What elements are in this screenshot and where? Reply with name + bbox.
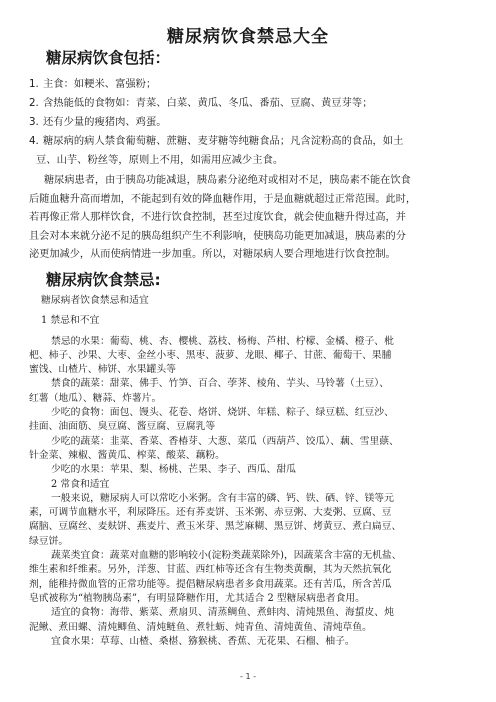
section-heading-taboos: 糖尿病饮食禁忌: [46,271,161,289]
list-item: 3. 还有少量的瘦猪肉、鸡蛋。 [29,116,167,128]
intro-paragraph: 糖尿病患者，由于胰岛功能减退，胰岛素分泌绝对或相对不足，胰岛素不能在饮食 后随血糖升高而增加，不能起到有效的降血糖作用，于是血糖就超过正常范围。此时， 若再像正常人那样饮食，不进行饮食控制，甚至过度饮食，就会使血糖升得过高，并 且会对本来就分泌不足的胰岛组织产生不利影响，使胰岛功能更加减退，胰岛素的分 泌更加减少，从而使病情进一步加重。所以，对糖尿病人要合理地进行饮食控制。 [29,175,417,261]
list-item-continuation: 豆、山芋、粉丝等，原则上不用，如需用应减少主食。 [36,154,284,166]
page-title: 糖尿病饮食禁忌大全 [167,27,329,47]
list-item: 1. 主食：如粳米、富强粉； [29,78,157,90]
taboo-details: 糖尿病者饮食禁忌和适宜 1 禁忌和不宜 禁忌的水果：葡萄、桃、杏、樱桃、荔枝、杨梅、芦柑、柠檬、金橘、橙子、枇 杷、柿子、沙果、大枣、金丝小枣、黑枣、菠萝、龙眼、椰子、甘蔗、葡萄干、果脯 蜜饯、山楂片、柿饼、水果罐头等 禁食的蔬菜：甜菜、佛手、竹笋、百合、荸荠、棱角、芋头、马铃薯（土豆）、 红薯（地瓜）、糖蒜、炸薯片。 少吃的食物：面包、馒头、花卷、烙饼、烧饼、年糕、粽子、绿豆糕、红豆沙、 挂面、油面筋、臭豆腐、酱豆腐、豆腐乳等 少吃的蔬菜：韭菜、香菜、香椿芽、大葱、菜瓜（西葫芦、饺瓜）、藕、雪里蕻、 针金菜、辣椒、酱黄瓜、榨菜、酸菜、藕粉。 少吃的水果：苹果、梨、杨桃、芒果、李子、西瓜、甜瓜 2 常食和适宜 一般来说，糖尿病人可以常吃小米粥。含有丰富的磷、钙、铁、硒、锌、镁等元 素，可调节血糖水平，利尿降压。还有荞麦饼、玉米粥、赤豆粥、大麦粥、豆腐、豆 腐脑、豆腐丝、麦麸饼、燕麦片、煮玉米芽、黑芝麻糊、黑豆饼、烤黄豆、煮白扁豆、 绿豆饼。 蔬菜类宜食：蔬菜对血糖的影响较小(淀粉类蔬菜除外)，因蔬菜含丰富的无机盐、 维生素和纤维素。另外，洋葱、甘蓝、西红柿等还含有生物类黄酮，其为天然抗氧化 剂，能稚持微血管的正常功能等。提倡糖尿病患者多食用蔬菜。还有苦瓜，所含苦瓜 皂甙被称为“植物胰岛素”，有明显降糖作用，尤其适合 2 型糖尿病患者食用。 适宜的食物：海带、紫菜、煮扇贝、清蒸鲷鱼、煮蚌肉、清炖黑鱼、海蜇皮、炖 泥鳅、煮田螺、清炖鲫鱼、清炖鲢鱼、煮牡蛎、炖青鱼、清炖黄鱼、清炖草鱼。 宜食水果：草莓、山楂、桑椹、猕猴桃、香蕉、无花果、石榴、柚子。 [29,294,469,649]
list-item: 2. 含热能低的食物如：青菜、白菜、黄瓜、冬瓜、番茄、豆腐、黄豆芽等； [29,97,373,109]
part-title: 2 常食和适宜 [51,478,110,490]
page-number: - 1 - [240,672,256,681]
includes-list [29,75,469,170]
section-heading-includes: 糖尿病饮食包括： [46,49,171,67]
part-title: 1 禁忌和不宜 [41,315,100,327]
list-item: 4. 糖尿病的病人禁食葡萄糖、蔗糖、麦芽糖等纯糖食品；凡含淀粉高的食品，如土 [29,135,404,147]
sub-title: 糖尿病者饮食禁忌和适宜 [41,295,149,306]
